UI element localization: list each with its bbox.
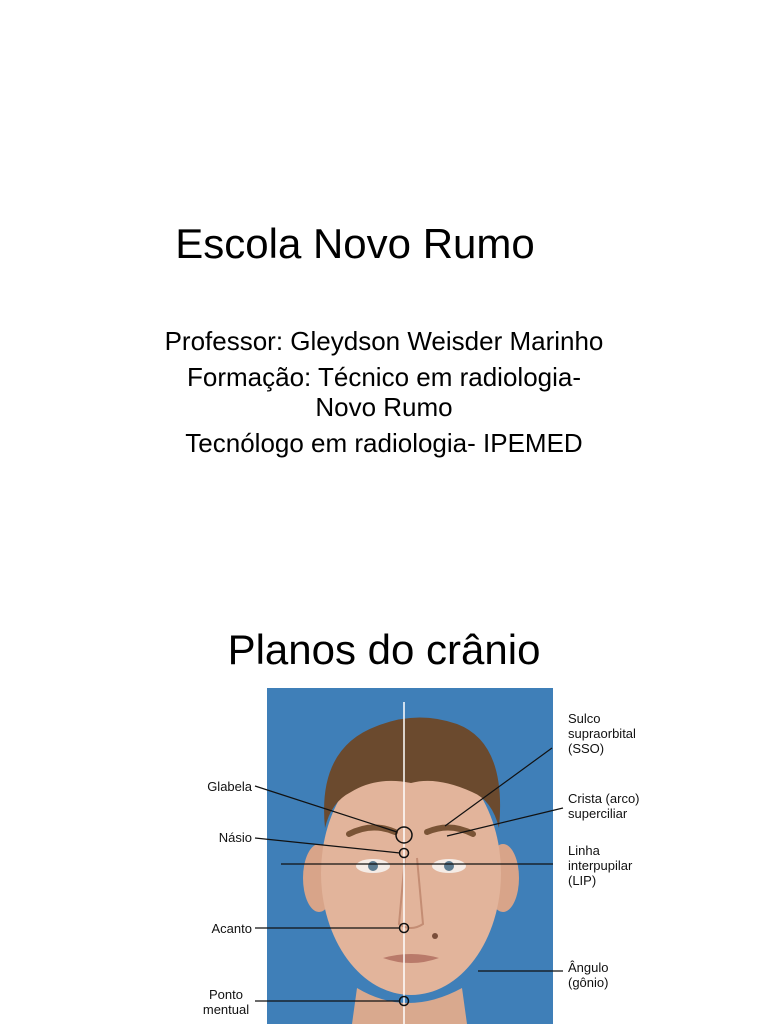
label-nasio: Násio [218, 830, 252, 845]
label-crista-line-1: Crista (arco) [568, 791, 640, 806]
label-sso-line-1: Sulco [568, 711, 601, 726]
label-linha-line-1: Linha [568, 843, 600, 858]
formacao-line-2: Novo Rumo [315, 392, 453, 422]
label-ponto: Ponto [209, 987, 243, 1002]
label-crista-line-2: superciliar [568, 806, 628, 821]
label-linha-line-3: (LIP) [568, 873, 597, 888]
professor-line: Professor: Gleydson Weisder Marinho [164, 326, 604, 356]
tecnologo-line: Tecnólogo em radiologia- IPEMED [185, 428, 583, 458]
label-sso [568, 711, 664, 756]
label-angulo-line-1: Ângulo [568, 960, 609, 975]
slide-title: Escola Novo Rumo [175, 220, 535, 267]
face-photo [267, 688, 553, 1024]
label-angulo-line-2: (gônio) [568, 975, 609, 990]
label-angulo [568, 960, 664, 990]
label-sso-line-2: supraorbital [568, 726, 636, 741]
label-acanto: Acanto [211, 921, 252, 936]
label-sso-line-3: (SSO) [568, 741, 605, 756]
label-mentual: mentual [202, 1002, 250, 1017]
label-glabela: Glabela [207, 779, 252, 794]
label-linha [568, 843, 664, 888]
slide-subtitle [0, 326, 768, 458]
slide-title-planos: Planos do crânio [227, 626, 541, 673]
label-crista [568, 791, 664, 821]
face-illustration [267, 688, 553, 1024]
formacao-line-1: Formação: Técnico em radiologia- [186, 362, 582, 392]
label-linha-line-2: interpupilar [568, 858, 633, 873]
label-ponto-mentual [190, 987, 262, 1017]
